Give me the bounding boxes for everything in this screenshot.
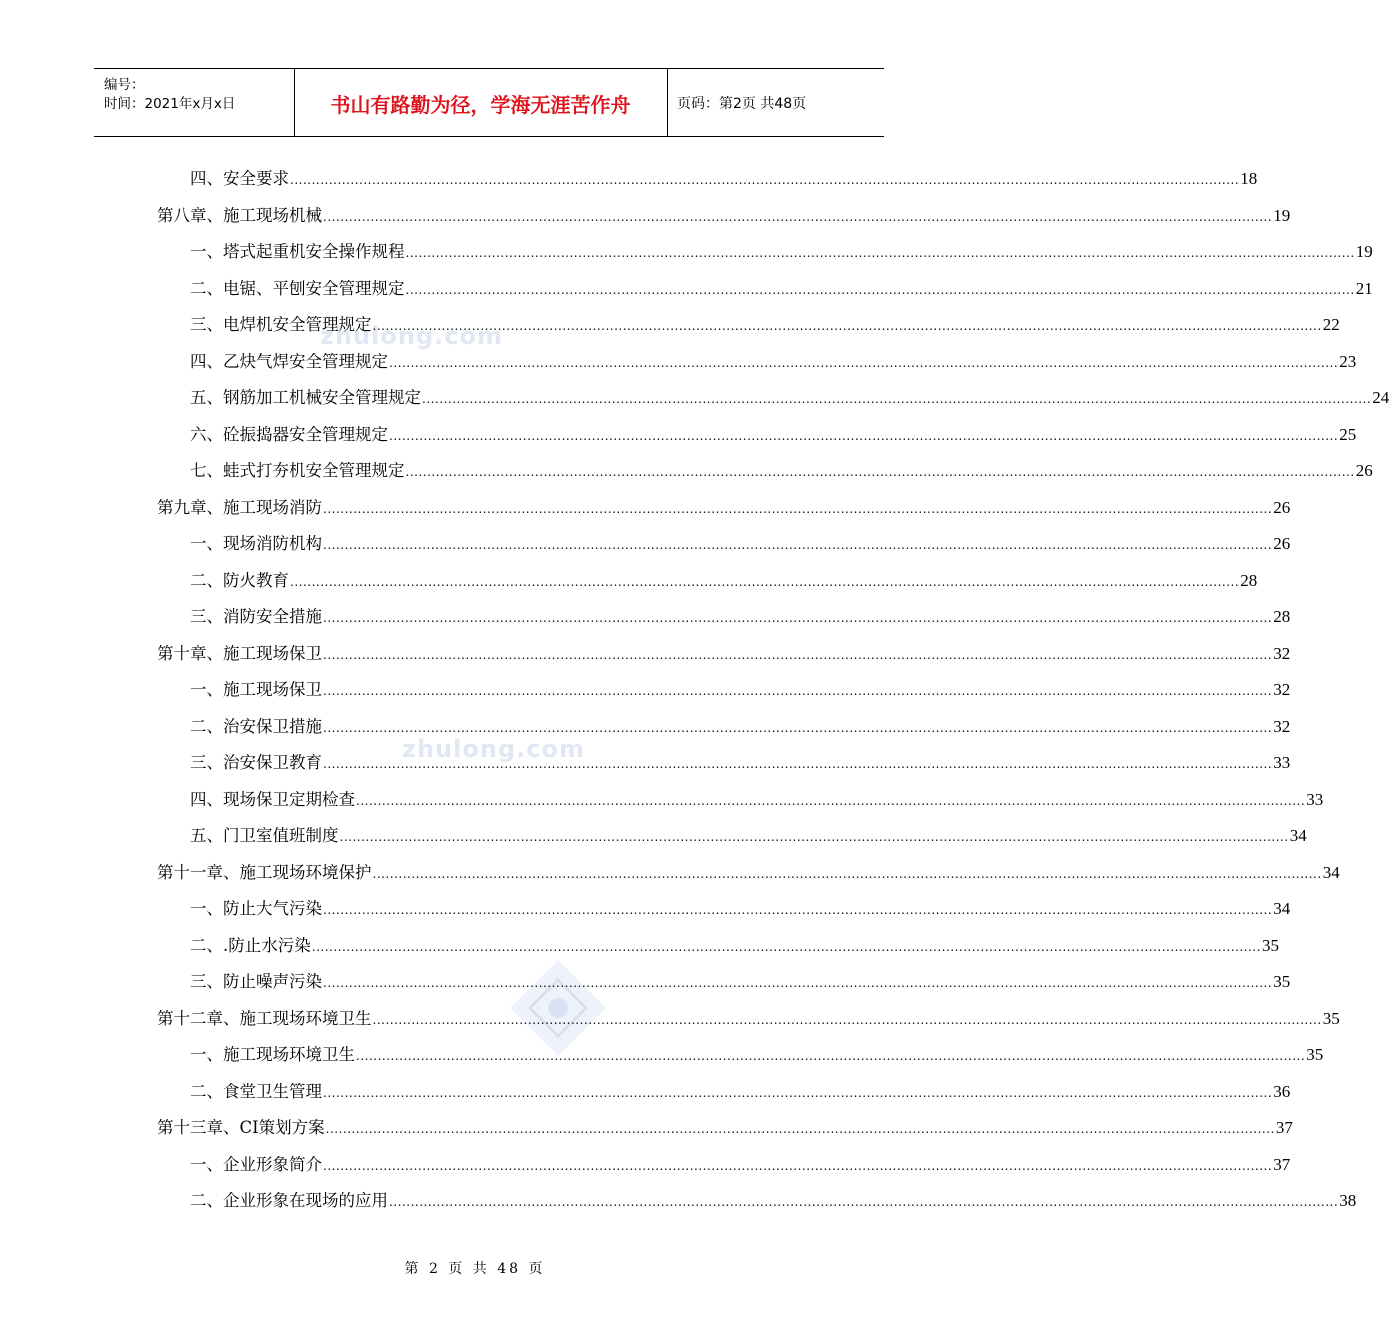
header-meta-cell bbox=[94, 69, 295, 136]
toc-entry[interactable] bbox=[190, 312, 1340, 338]
toc-entry[interactable] bbox=[157, 1006, 1340, 1032]
toc-leader-dots: ............................................................................................................................................................................................................................ bbox=[389, 355, 1339, 370]
toc-leader-dots: ............................................................................................................................................................................................................................ bbox=[323, 501, 1273, 516]
toc-entry-title: 一、现场消防机构 bbox=[190, 534, 322, 553]
toc-leader-dots: ............................................................................................................................................................................................................................ bbox=[323, 1085, 1273, 1100]
toc-entry-title: 二、治安保卫措施 bbox=[190, 716, 322, 736]
toc-entry[interactable] bbox=[190, 276, 1373, 302]
toc-entry-page: 33 bbox=[1306, 789, 1324, 809]
toc-entry-page: 28 bbox=[1240, 570, 1258, 590]
toc-entry-title: 第八章、施工现场机械 bbox=[157, 205, 322, 225]
toc-leader-dots: ............................................................................................................................................................................................................................ bbox=[372, 866, 1322, 881]
toc-leader-dots: ............................................................................................................................................................................................................................ bbox=[339, 830, 1289, 844]
toc-entry-page: 35 bbox=[1261, 935, 1279, 955]
toc-entry-title: 五、钢筋加工机械安全管理规定 bbox=[190, 388, 421, 407]
toc-entry-title: 第九章、施工现场消防 bbox=[157, 497, 322, 517]
toc-entry[interactable] bbox=[190, 422, 1357, 448]
toc-entry[interactable] bbox=[190, 1079, 1291, 1105]
toc-entry-title: 一、企业形象简介 bbox=[190, 1154, 322, 1174]
toc-entry-title: 二、企业形象在现场的应用 bbox=[190, 1191, 388, 1210]
page-footer: 第 2 页 共 48 页 bbox=[404, 1261, 546, 1277]
toc-leader-dots: ............................................................................................................................................................................................................................ bbox=[389, 428, 1339, 443]
toc-leader-dots: ............................................................................................................................................................................................................................ bbox=[323, 611, 1273, 625]
toc-entry[interactable] bbox=[190, 458, 1373, 484]
toc-entry[interactable] bbox=[157, 641, 1291, 667]
toc-entry-title: 一、塔式起重机安全操作规程 bbox=[190, 242, 405, 261]
toc-entry-page: 26 bbox=[1355, 461, 1373, 480]
toc-entry-title: 一、防止大气污染 bbox=[190, 899, 322, 918]
toc-entry-page: 35 bbox=[1306, 1045, 1324, 1064]
toc-leader-dots: ............................................................................................................................................................................................................................ bbox=[323, 538, 1273, 552]
toc-entry-page: 21 bbox=[1355, 278, 1373, 298]
toc-entry-page: 28 bbox=[1273, 607, 1291, 626]
toc-entry[interactable] bbox=[190, 385, 1389, 411]
toc-leader-dots: ............................................................................................................................................................................................................................ bbox=[422, 392, 1372, 406]
toc-entry-title: 七、蛙式打夯机安全管理规定 bbox=[190, 461, 405, 480]
toc-entry-page: 18 bbox=[1240, 169, 1258, 188]
toc-entry-page: 26 bbox=[1273, 497, 1291, 517]
toc-entry-page: 25 bbox=[1339, 424, 1357, 444]
toc-entry-page: 33 bbox=[1273, 753, 1291, 772]
toc-entry-page: 34 bbox=[1289, 826, 1307, 845]
toc-entry-title: 四、乙炔气焊安全管理规定 bbox=[190, 351, 388, 371]
toc-entry-page: 38 bbox=[1339, 1191, 1357, 1210]
toc-entry[interactable] bbox=[190, 568, 1258, 594]
toc-leader-dots: ............................................................................................................................................................................................................................ bbox=[323, 647, 1273, 662]
toc-entry-title: 第十章、施工现场保卫 bbox=[157, 643, 322, 663]
toc-entry-title: 二、.防止水污染 bbox=[190, 935, 311, 955]
toc-entry-page: 32 bbox=[1273, 716, 1291, 736]
toc-entry[interactable] bbox=[190, 1188, 1357, 1214]
toc-entry[interactable] bbox=[190, 349, 1357, 375]
toc-entry-page: 35 bbox=[1322, 1008, 1340, 1028]
toc-entry[interactable] bbox=[157, 203, 1291, 229]
toc-leader-dots: ............................................................................................................................................................................................................................ bbox=[323, 720, 1273, 735]
toc-entry-title: 二、防火教育 bbox=[190, 570, 289, 590]
toc-entry[interactable] bbox=[190, 896, 1291, 922]
toc-entry-page: 19 bbox=[1355, 242, 1373, 261]
toc-leader-dots: ............................................................................................................................................................................................................................ bbox=[323, 757, 1273, 771]
toc-entry[interactable] bbox=[190, 239, 1373, 265]
toc-leader-dots: ............................................................................................................................................................................................................................ bbox=[389, 1195, 1339, 1209]
toc-entry[interactable] bbox=[190, 604, 1291, 630]
toc-entry-title: 四、现场保卫定期检查 bbox=[190, 789, 355, 809]
toc-entry[interactable] bbox=[190, 933, 1279, 959]
toc-entry-page: 34 bbox=[1273, 899, 1291, 918]
toc-entry[interactable] bbox=[190, 677, 1291, 703]
toc-entry[interactable] bbox=[190, 531, 1291, 557]
toc-entry[interactable] bbox=[190, 823, 1307, 849]
toc-entry[interactable] bbox=[157, 495, 1291, 521]
toc-entry[interactable] bbox=[157, 860, 1340, 886]
toc-leader-dots: ............................................................................................................................................................................................................................ bbox=[356, 1049, 1306, 1063]
toc-entry-page: 32 bbox=[1273, 643, 1291, 663]
toc-entry-page: 22 bbox=[1322, 315, 1340, 334]
toc-entry-title: 第十三章、CI策划方案 bbox=[157, 1118, 325, 1137]
toc-leader-dots: ............................................................................................................................................................................................................................ bbox=[323, 209, 1273, 224]
toc-entry[interactable] bbox=[190, 714, 1291, 740]
toc-entry-page: 37 bbox=[1275, 1118, 1293, 1137]
toc-entry-page: 37 bbox=[1273, 1154, 1291, 1174]
toc-leader-dots: ............................................................................................................................................................................................................................ bbox=[356, 793, 1306, 808]
toc-entry-title: 一、施工现场环境卫生 bbox=[190, 1045, 355, 1064]
toc-leader-dots: ............................................................................................................................................................................................................................ bbox=[325, 1122, 1275, 1136]
header-motto-cell bbox=[294, 69, 668, 136]
toc-leader-dots: ............................................................................................................................................................................................................................ bbox=[290, 173, 1240, 187]
toc-entry[interactable] bbox=[190, 787, 1324, 813]
toc-leader-dots: ............................................................................................................................................................................................................................ bbox=[323, 976, 1273, 990]
toc-entry[interactable] bbox=[190, 1152, 1291, 1178]
toc-entry[interactable] bbox=[190, 1042, 1324, 1068]
toc-entry-title: 第十二章、施工现场环境卫生 bbox=[157, 1008, 372, 1028]
page-header bbox=[94, 68, 884, 137]
toc-entry-title: 四、安全要求 bbox=[190, 169, 289, 188]
toc-entry-page: 34 bbox=[1322, 862, 1340, 882]
time-label: 时间：2021年x月x日 bbox=[104, 96, 236, 112]
toc-entry-page: 19 bbox=[1273, 205, 1291, 225]
toc-entry-title: 三、治安保卫教育 bbox=[190, 753, 322, 772]
toc-leader-dots: ............................................................................................................................................................................................................................ bbox=[323, 684, 1273, 698]
toc-entry-title: 五、门卫室值班制度 bbox=[190, 826, 339, 845]
header-motto: 书山有路勤为径，学海无涯苦作舟 bbox=[330, 93, 631, 117]
toc-entry[interactable] bbox=[190, 750, 1291, 776]
toc-leader-dots: ............................................................................................................................................................................................................................ bbox=[405, 282, 1355, 297]
toc-entry[interactable] bbox=[190, 969, 1291, 995]
toc-entry[interactable] bbox=[190, 166, 1258, 192]
toc-entry-title: 三、消防安全措施 bbox=[190, 607, 322, 626]
toc-entry-page: 24 bbox=[1372, 388, 1389, 407]
toc-entry-title: 三、防止噪声污染 bbox=[190, 972, 322, 991]
toc-entry-title: 一、施工现场保卫 bbox=[190, 680, 322, 699]
header-page-info: 页码：第2页 共48页 bbox=[677, 96, 807, 112]
watermark-text: zhulong.com bbox=[402, 735, 585, 763]
toc-entry-page: 23 bbox=[1339, 351, 1357, 371]
toc-leader-dots: ............................................................................................................................................................................................................................ bbox=[323, 903, 1273, 917]
toc-leader-dots: ............................................................................................................................................................................................................................ bbox=[311, 939, 1261, 954]
toc-entry-title: 三、电焊机安全管理规定 bbox=[190, 315, 372, 334]
toc-entry-title: 二、电锯、平刨安全管理规定 bbox=[190, 278, 405, 298]
toc-leader-dots: ............................................................................................................................................................................................................................ bbox=[405, 246, 1355, 260]
toc-leader-dots: ............................................................................................................................................................................................................................ bbox=[372, 1012, 1322, 1027]
toc-leader-dots: ............................................................................................................................................................................................................................ bbox=[372, 319, 1322, 333]
toc-leader-dots: ............................................................................................................................................................................................................................ bbox=[323, 1158, 1273, 1173]
toc-entry-page: 32 bbox=[1273, 680, 1291, 699]
toc-entry-page: 36 bbox=[1273, 1081, 1291, 1101]
toc-entry[interactable] bbox=[157, 1115, 1293, 1141]
toc-leader-dots: ............................................................................................................................................................................................................................ bbox=[290, 574, 1240, 589]
doc-number-label: 编号： bbox=[104, 77, 145, 93]
toc-entry-title: 第十一章、施工现场环境保护 bbox=[157, 862, 372, 882]
watermark-text: zhulong.com bbox=[320, 322, 503, 350]
toc-entry-title: 六、砼振捣器安全管理规定 bbox=[190, 424, 388, 444]
toc-entry-page: 35 bbox=[1273, 972, 1291, 991]
toc-entry-title: 二、食堂卫生管理 bbox=[190, 1081, 322, 1101]
toc-entry-page: 26 bbox=[1273, 534, 1291, 553]
header-page-cell bbox=[668, 69, 884, 136]
toc-leader-dots: ............................................................................................................................................................................................................................ bbox=[405, 465, 1355, 479]
